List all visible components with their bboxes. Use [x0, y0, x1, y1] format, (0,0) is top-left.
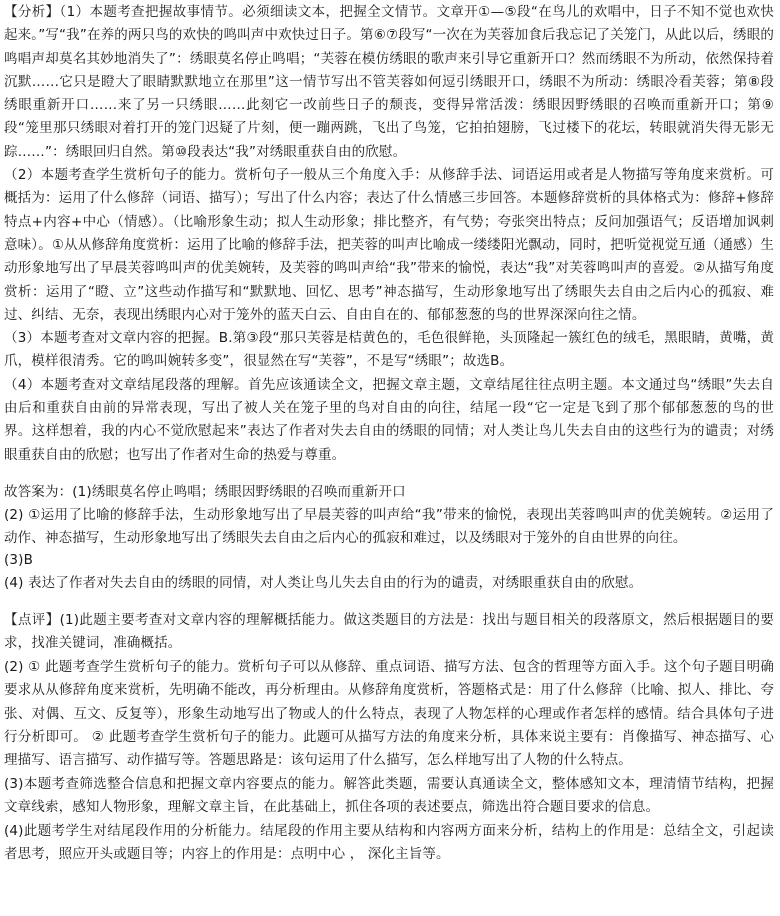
review-paragraph-4: (4)此题考学生对结尾段作用的分析能力。结尾段的作用主要从结构和内容两方面来分析，结构上的作用是：总结全文，引起读者思考，照应开头或题目等；内容上的作用是：点明中心 ， 深化主旨等。 [4, 822, 774, 862]
review-section [4, 609, 774, 866]
answer-section [4, 481, 774, 595]
review-paragraph-2: (2) ① 此题考查学生赏析句子的能力。赏析句子可以从修辞、重点词语、描写方法、包含的哲理等方面入手。这个句子题目明确要求从从修辞角度来赏析，先明确不能改，再分析理由。从修辞角度赏析，答题格式是：用了什么修辞（比喻、拟人、排比、夸张、对偶、互文、反复等），形象生动地写出了物或人的什么特点，表现了人物怎样的心理或作者怎样的感情。结合具体句子进行分析即可。 ② 此题考查学生赏析句子的能力。此题可从描写方法的角度来分析，具体来说主要有：肖像描写、神态描写、心理描写、语言描写、动作描写等。答题思路是：该句运用了什么描写，怎么样地写出了人物的什么特点。 [4, 658, 774, 769]
section-spacer [4, 595, 774, 609]
analysis-section [4, 1, 774, 467]
analysis-paragraph-2: （2）本题考查学生赏析句子的能力。赏析句子一般从三个角度入手：从修辞手法、词语运用或者是人物描写等角度来赏析。可概括为：运用了什么修辞（词语、描写）；写出了什么内容；表达了什么情感三步回答。本题修辞赏析的具体格式为：修辞+修辞特点+内容+中心（情感）。（比喻形象生动；拟人生动形象；排比整齐，有气势；夸张突出特点；反问加强语气；反语增加讽刺意味）。①从从修辞角度赏析：运用了比喻的修辞手法，把芙蓉的叫声比喻成一缕缕阳光飘动，同时，把听觉视觉互通（通感）生动形象地写出了早晨芙蓉鸣叫声的优美婉转，及芙蓉的鸣叫声给“我”带来的愉悦，表达“我”对芙蓉鸣叫声的喜爱。②从描写角度赏析：运用了“瞪、立”这些动作描写和“默默地、回忆、思考”神态描写，生动形象地写出了绣眼失去自由之后内心的孤寂、难过、纠结、无奈，表现出绣眼内心对于笼外的蓝天白云、自由自在的、郁郁葱葱的鸟的世界深深向往之情。 [4, 167, 774, 323]
review-paragraph-1: 【点评】(1)此题主要考查对文章内容的理解概括能力。做这类题目的方法是：找出与题目相关的段落原文，然后根据题目的要求，找准关键词，准确概括。 [4, 611, 774, 652]
review-paragraph-3: (3)本题考查筛选整合信息和把握文章内容要点的能力。解答此类题，需要认真通读全文，整体感知文本，理清情节结构，把握文章线索，感知人物形象，理解文章主旨，在此基础上，抓住各项的表述要点，筛选出符合题目要求的信息。 [4, 775, 774, 816]
analysis-paragraph-4: （4）本题考查对文章结尾段落的理解。首先应该通读全文，把握文章主题，文章结尾往往点明主题。本文通过鸟“绣眼”失去自由后和重获自由前的异常表现，写出了被人关在笼子里的鸟对自由的向往，结尾一段“它一定是飞到了那个郁郁葱葱的鸟的世界。这样想着，我的内心不觉欣慰起来”表达了作者对失去自由的绣眼的同情；对人类让鸟儿失去自由的这些行为的谴责；对绣眼重获自由的欣慰；也写出了作者对生命的热爱与尊重。 [4, 376, 774, 463]
answer-line-4: (4) 表达了作者对失去自由的绣眼的同情，对人类让鸟儿失去自由的行为的谴责，对绣眼重获自由的欣慰。 [4, 575, 643, 592]
analysis-paragraph-1: 【分析】（1）本题考查把握故事情节。必须细读文本，把握全文情节。文章开①—⑤段“在鸟儿的欢唱中，日子不知不觉也欢快起来。”写“我”在养的两只鸟的欢快的鸣叫声中欢快过日子。第⑥⑦段写“一次在为芙蓉加食后我忘记了关笼门，从此以后，绣眼的鸣唱声却莫名其妙地消失了”：绣眼莫名停止鸣唱；“芙蓉在模仿绣眼的歌声来引导它重新开口？然而绣眼不为所动，依然保持着沉默……它只是瞪大了眼睛默默地立在那里”这一情节写出不管芙蓉如何逗引绣眼开口，绣眼不为所动：绣眼冷看芙蓉；第⑧段绣眼重新开口……来了另一只绣眼……此刻它一改前些日子的颓丧，变得异常活泼：绣眼因野绣眼的召唤而重新开口；第⑨段“笼里那只绣眼对着打开的笼门迟疑了片刻，便一蹦两跳，飞出了鸟笼，它拍拍翅膀，飞过楼下的花坛，转眼就消失得无影无踪……”：绣眼回归自然。第⑩段表达“我”对绣眼重获自由的欣慰。 [4, 4, 774, 160]
analysis-paragraph-3: （3）本题考查对文章内容的把握。B.第③段“那只芙蓉是桔黄色的，毛色很鲜艳，头顶隆起一簇红色的绒毛，黑眼睛，黄嘴，黄爪，模样很清秀。它的鸣叫婉转多变”，很显然在写“芙蓉”，不是写“绣眼”；故选B。 [4, 330, 774, 370]
answer-line-2: (2) ①运用了比喻的修辞手法，生动形象地写出了早晨芙蓉的叫声给“我”带来的愉悦，表现出芙蓉鸣叫声的优美婉转。②运用了动作、神态描写，生动形象地写出了绣眼失去自由之后内心的孤寂和难过，以及绣眼对于笼外的自由世界的向往。 [4, 506, 774, 546]
answer-line-3: (3)B [4, 552, 33, 569]
answer-line-1: 故答案为：(1)绣眼莫名停止鸣唱；绣眼因野绣眼的召唤而重新开口 [4, 483, 406, 500]
section-spacer [4, 467, 774, 481]
